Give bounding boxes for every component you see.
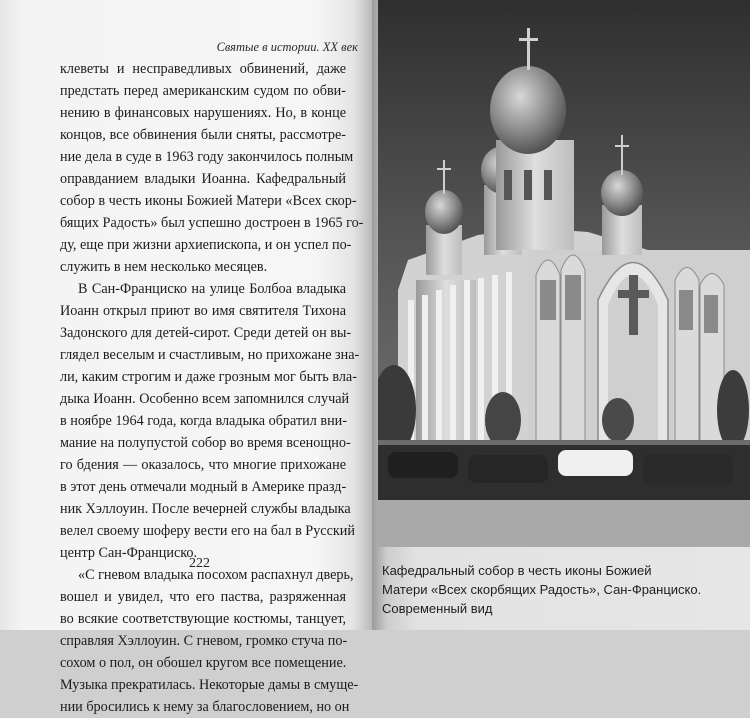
- text-line: Задонского для детей-сирот. Среди детей он вы-: [60, 325, 352, 341]
- text-line: оправданием владыки Иоанна. Кафедральный: [60, 171, 346, 187]
- text-line: во всякие соответствующие костюмы, танцует,: [60, 611, 346, 627]
- text-line: нии бросились к нему за благословением, но он: [60, 699, 350, 715]
- text-line: нению в финансовых нарушениях. Но, в конце: [60, 105, 346, 121]
- text-line: служить в нем несколько месяцев.: [60, 259, 268, 275]
- text-line: клеветы и несправедливых обвинений, даже: [60, 61, 346, 77]
- text-line: Музыка прекратилась. Некоторые дамы в смуще-: [60, 677, 359, 693]
- text-line: справляя Хэллоуин. С гневом, громко стуча по-: [60, 633, 348, 649]
- text-line: ду, еще при жизни архиепископа, и он успел по-: [60, 237, 352, 253]
- text-line: велел своему шоферу вести его на бал в Русский: [60, 523, 355, 539]
- caption-line: Кафедральный собор в честь иконы Божией: [382, 563, 652, 578]
- text-line: бящих Радость» был успешно достроен в 1965 го-: [60, 215, 364, 231]
- text-line: в ноябре 1964 года, когда владыка обратил вни-: [60, 413, 347, 429]
- text-line: вошел и увидел, что его паства, разряженная: [60, 589, 346, 605]
- text-line: дыка Иоанн. Особенно всем запомнился случай: [60, 391, 350, 407]
- text-line: ник Хэллоуин. После вечерней службы владыка: [60, 501, 351, 517]
- text-line: го бдения — оказалось, что многие прихожане: [60, 457, 346, 473]
- text-line: глядел веселым и счастливым, но прихожане зна-: [60, 347, 360, 363]
- text-line: собор в честь иконы Божией Матери «Всех скор-: [60, 193, 357, 209]
- text-line: сохом о пол, он обошел кругом все помещение.: [60, 655, 347, 671]
- left-page: [0, 0, 372, 715]
- text-line: ли, каким строгим и даже грозным мог быть вла-: [60, 369, 357, 385]
- body-text: [60, 58, 364, 718]
- text-line: ние дела в суде в 1963 году закончилось полным: [60, 149, 354, 165]
- text-line: «С гневом владыка посохом распахнул дверь,: [78, 567, 354, 583]
- caption-line: Современный вид: [382, 601, 493, 616]
- text-line: Иоанн открыл приют во имя святителя Тихона: [60, 303, 346, 319]
- cathedral-photo: [378, 0, 750, 547]
- text-line: мание на полупустой собор во время всенощно-: [60, 435, 351, 451]
- photo-caption: [382, 561, 742, 618]
- text-line: предстать перед американским судом по обви-: [60, 83, 346, 99]
- running-head: Святые в истории. XX век: [216, 40, 358, 54]
- text-line: концов, все обвинения были сняты, рассмотре-: [60, 127, 346, 143]
- page-number: 222: [189, 556, 210, 571]
- caption-line: Матери «Всех скорбящих Радость», Сан-Франциско.: [382, 582, 702, 597]
- text-line: в этот день отмечали модный в Америке празд-: [60, 479, 347, 495]
- text-line: центр Сан-Франциско.: [60, 545, 198, 561]
- text-line: В Сан-Франциско на улице Болбоа владыка: [78, 281, 346, 297]
